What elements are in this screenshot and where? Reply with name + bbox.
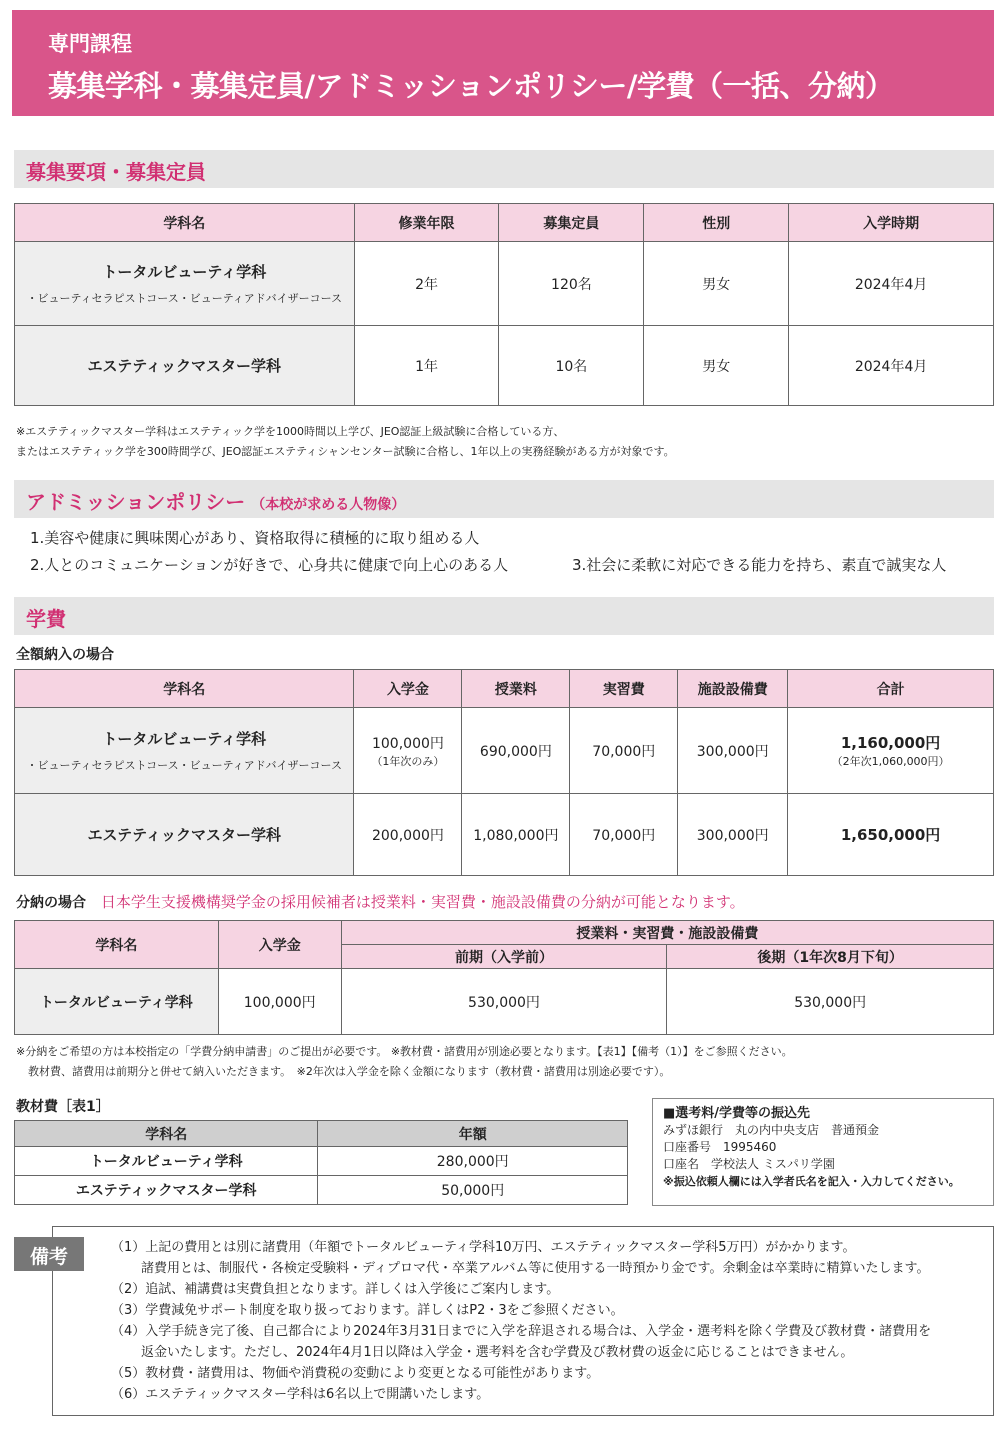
section-recruit-heading (14, 150, 994, 188)
first-term-cell: 530,000円 (341, 969, 667, 1035)
col-header: 学科名 (15, 204, 355, 242)
split-note (16, 1042, 793, 1082)
col-header: 授業料 (462, 670, 570, 708)
table-row (15, 708, 994, 794)
col-header: 性別 (644, 204, 789, 242)
years-cell: 2年 (354, 242, 499, 326)
remark-item: 諸費用とは、制服代・各検定受験料・ディプロマ代・卒業アルバム等に使用する一時預かり金です。余剰金は卒業時に精算いたします。 (141, 1261, 930, 1276)
col-header: 後期（1年次8月下旬） (667, 945, 994, 969)
dept-courses: ・ビューティセラピストコース・ビューティアドバイザーコース (26, 759, 342, 772)
tuition-cell: 1,080,000円 (462, 794, 570, 876)
remark-item: （1）上記の費用とは別に諸費用（年額でトータルビューティ学科10万円、エステティックマスター学科5万円）がかかります。 (111, 1240, 856, 1255)
dept-cell (15, 708, 354, 794)
practice-cell: 70,000円 (570, 708, 678, 794)
remark-item: （6）エステティックマスター学科は6名以上で開講いたします。 (111, 1387, 490, 1402)
table-row (15, 794, 994, 876)
page-title: 募集学科・募集定員/アドミッションポリシー/学費（一括、分納） (48, 69, 894, 103)
bank-line: ※振込依頼人欄には入学者氏名を記入・入力してください。 (663, 1175, 960, 1188)
capacity-cell: 10名 (499, 326, 644, 406)
dept-name: トータルビューティ学科 (102, 263, 267, 281)
total-value: 1,160,000円 (840, 734, 941, 752)
remark-item: （4）入学手続き完了後、自己都合により2024年3月31日までに入学を辞退される場合は、入学金・選考料を除く学費及び教材費・諸費用を (111, 1324, 932, 1339)
page-header (12, 10, 994, 116)
bank-title: ■選考料/学費等の振込先 (663, 1106, 811, 1121)
col-header: 実習費 (570, 670, 678, 708)
col-header: 学科名 (15, 921, 219, 969)
dept-cell (15, 794, 354, 876)
note-line: ※エステティックマスター学科はエステティック学を1000時間以上学び、JEO認証上級試験に合格している方、 (16, 425, 565, 438)
full-payment-label: 全額納入の場合 (16, 647, 114, 663)
col-header: 学科名 (15, 670, 354, 708)
second-term-cell: 530,000円 (667, 969, 994, 1035)
remarks-box (52, 1226, 994, 1416)
dept-cell (15, 326, 355, 406)
bank-line: 口座名 学校法人 ミスパリ学園 (663, 1157, 835, 1171)
materials-label: 教材費［表1］ (16, 1099, 110, 1115)
admission-cell (354, 708, 462, 794)
remarks-tag: 備考 (14, 1237, 84, 1271)
bank-line: みずほ銀行 丸の内中央支店 普通預金 (663, 1123, 880, 1137)
total-note: （2年次1,060,000円） (831, 755, 950, 768)
admission-cell: 200,000円 (354, 794, 462, 876)
dept-cell (15, 242, 355, 326)
section-fees-title: 学費 (26, 607, 66, 631)
dept-cell: エステティックマスター学科 (15, 1176, 318, 1205)
capacity-cell: 120名 (499, 242, 644, 326)
facility-cell: 300,000円 (678, 708, 788, 794)
practice-cell: 70,000円 (570, 794, 678, 876)
col-header: 年額 (318, 1121, 628, 1147)
dept-name: エステティックマスター学科 (87, 357, 282, 375)
start-cell: 2024年4月 (789, 242, 994, 326)
col-header: 修業年限 (354, 204, 499, 242)
col-header: 学科名 (15, 1121, 318, 1147)
table-row (15, 969, 994, 1035)
section-recruit-title: 募集要項・募集定員 (26, 160, 206, 184)
section-policy-sub: （本校が求める人物像） (251, 497, 406, 513)
remark-item: （3）学費減免サポート制度を取り扱っております。詳しくはP2・3をご参照ください。 (111, 1303, 624, 1318)
section-fees-heading (14, 597, 994, 635)
header-subtitle: 専門課程 (48, 31, 132, 56)
facility-cell: 300,000円 (678, 794, 788, 876)
note-line: ※分納をご希望の方は本校指定の「学費分納申請書」のご提出が必要です。 ※教材費・諸費用が別途必要となります。【表1】【備考（1）】をご参照ください。 (16, 1045, 793, 1058)
admission-cell: 100,000円 (218, 969, 341, 1035)
remark-item: （2）追試、補講費は実費負担となります。詳しくは入学後にご案内します。 (111, 1282, 560, 1297)
recruit-table (14, 203, 994, 406)
remark-item: 返金いたします。ただし、2024年4月1日以降は入学金・選考料を含む学費及び教材費の返金に応じることはできません。 (141, 1345, 854, 1360)
amount-cell: 280,000円 (318, 1147, 628, 1176)
gender-cell: 男女 (644, 326, 789, 406)
policy-item-2: 2.人とのコミュニケーションが好きで、心身共に健康で向上心のある人 (30, 556, 509, 574)
full-fees-table (14, 669, 994, 876)
recruit-note (16, 422, 675, 462)
dept-name: エステティックマスター学科 (87, 826, 281, 844)
dept-cell: トータルビューティ学科 (15, 969, 219, 1035)
policy-item-1: 1.美容や健康に興味関心があり、資格取得に積極的に取り組める人 (30, 529, 480, 547)
tuition-cell: 690,000円 (462, 708, 570, 794)
section-policy-title: アドミッションポリシー (26, 490, 246, 514)
amount-cell: 50,000円 (318, 1176, 628, 1205)
admission-value: 100,000円 (371, 735, 444, 752)
split-payment-label (16, 891, 745, 912)
note-line: 教材費、諸費用は前期分と併せて納入いただきます。 ※2年次は入学金を除く金額になります（教材費・諸費用は別途必要です）。 (28, 1065, 671, 1078)
policy-item-3: 3.社会に柔軟に対応できる能力を持ち、素直で誠実な人 (572, 556, 947, 574)
section-policy-heading (14, 480, 994, 518)
table-row (15, 1147, 628, 1176)
dept-courses: ・ビューティセラピストコース・ビューティアドバイザーコース (26, 292, 343, 305)
col-header: 合計 (788, 670, 994, 708)
col-header: 募集定員 (499, 204, 644, 242)
bank-info-box (652, 1098, 994, 1206)
start-cell: 2024年4月 (789, 326, 994, 406)
col-header: 入学金 (218, 921, 341, 969)
split-note-text: 日本学生支援機構奨学金の採用候補者は授業料・実習費・施設設備費の分納が可能となります。 (100, 893, 745, 911)
col-header: 施設設備費 (678, 670, 788, 708)
dept-name: トータルビューティ学科 (102, 730, 267, 748)
table-row (15, 326, 994, 406)
dept-cell: トータルビューティ学科 (15, 1147, 318, 1176)
years-cell: 1年 (354, 326, 499, 406)
note-line: またはエステティック学を300時間学び、JEO認証エステティシャンセンター試験に合格し、1年以上の実務経験がある方が対象です。 (16, 445, 675, 458)
materials-table (14, 1120, 628, 1205)
col-header-group: 授業料・実習費・施設設備費 (341, 921, 993, 945)
table-row (15, 242, 994, 326)
col-header: 入学時期 (789, 204, 994, 242)
remark-item: （5）教材費・諸費用は、物価や消費税の変動により変更となる可能性があります。 (111, 1366, 600, 1381)
bank-line: 口座番号 1995460 (663, 1140, 777, 1154)
split-label-text: 分納の場合 (16, 895, 86, 911)
table-row (15, 1176, 628, 1205)
col-header: 入学金 (354, 670, 462, 708)
admission-note: （1年次のみ） (371, 754, 445, 768)
col-header: 前期（入学前） (341, 945, 667, 969)
gender-cell: 男女 (644, 242, 789, 326)
total-cell (788, 708, 994, 794)
total-cell: 1,650,000円 (788, 794, 994, 876)
split-fees-table (14, 920, 994, 1035)
